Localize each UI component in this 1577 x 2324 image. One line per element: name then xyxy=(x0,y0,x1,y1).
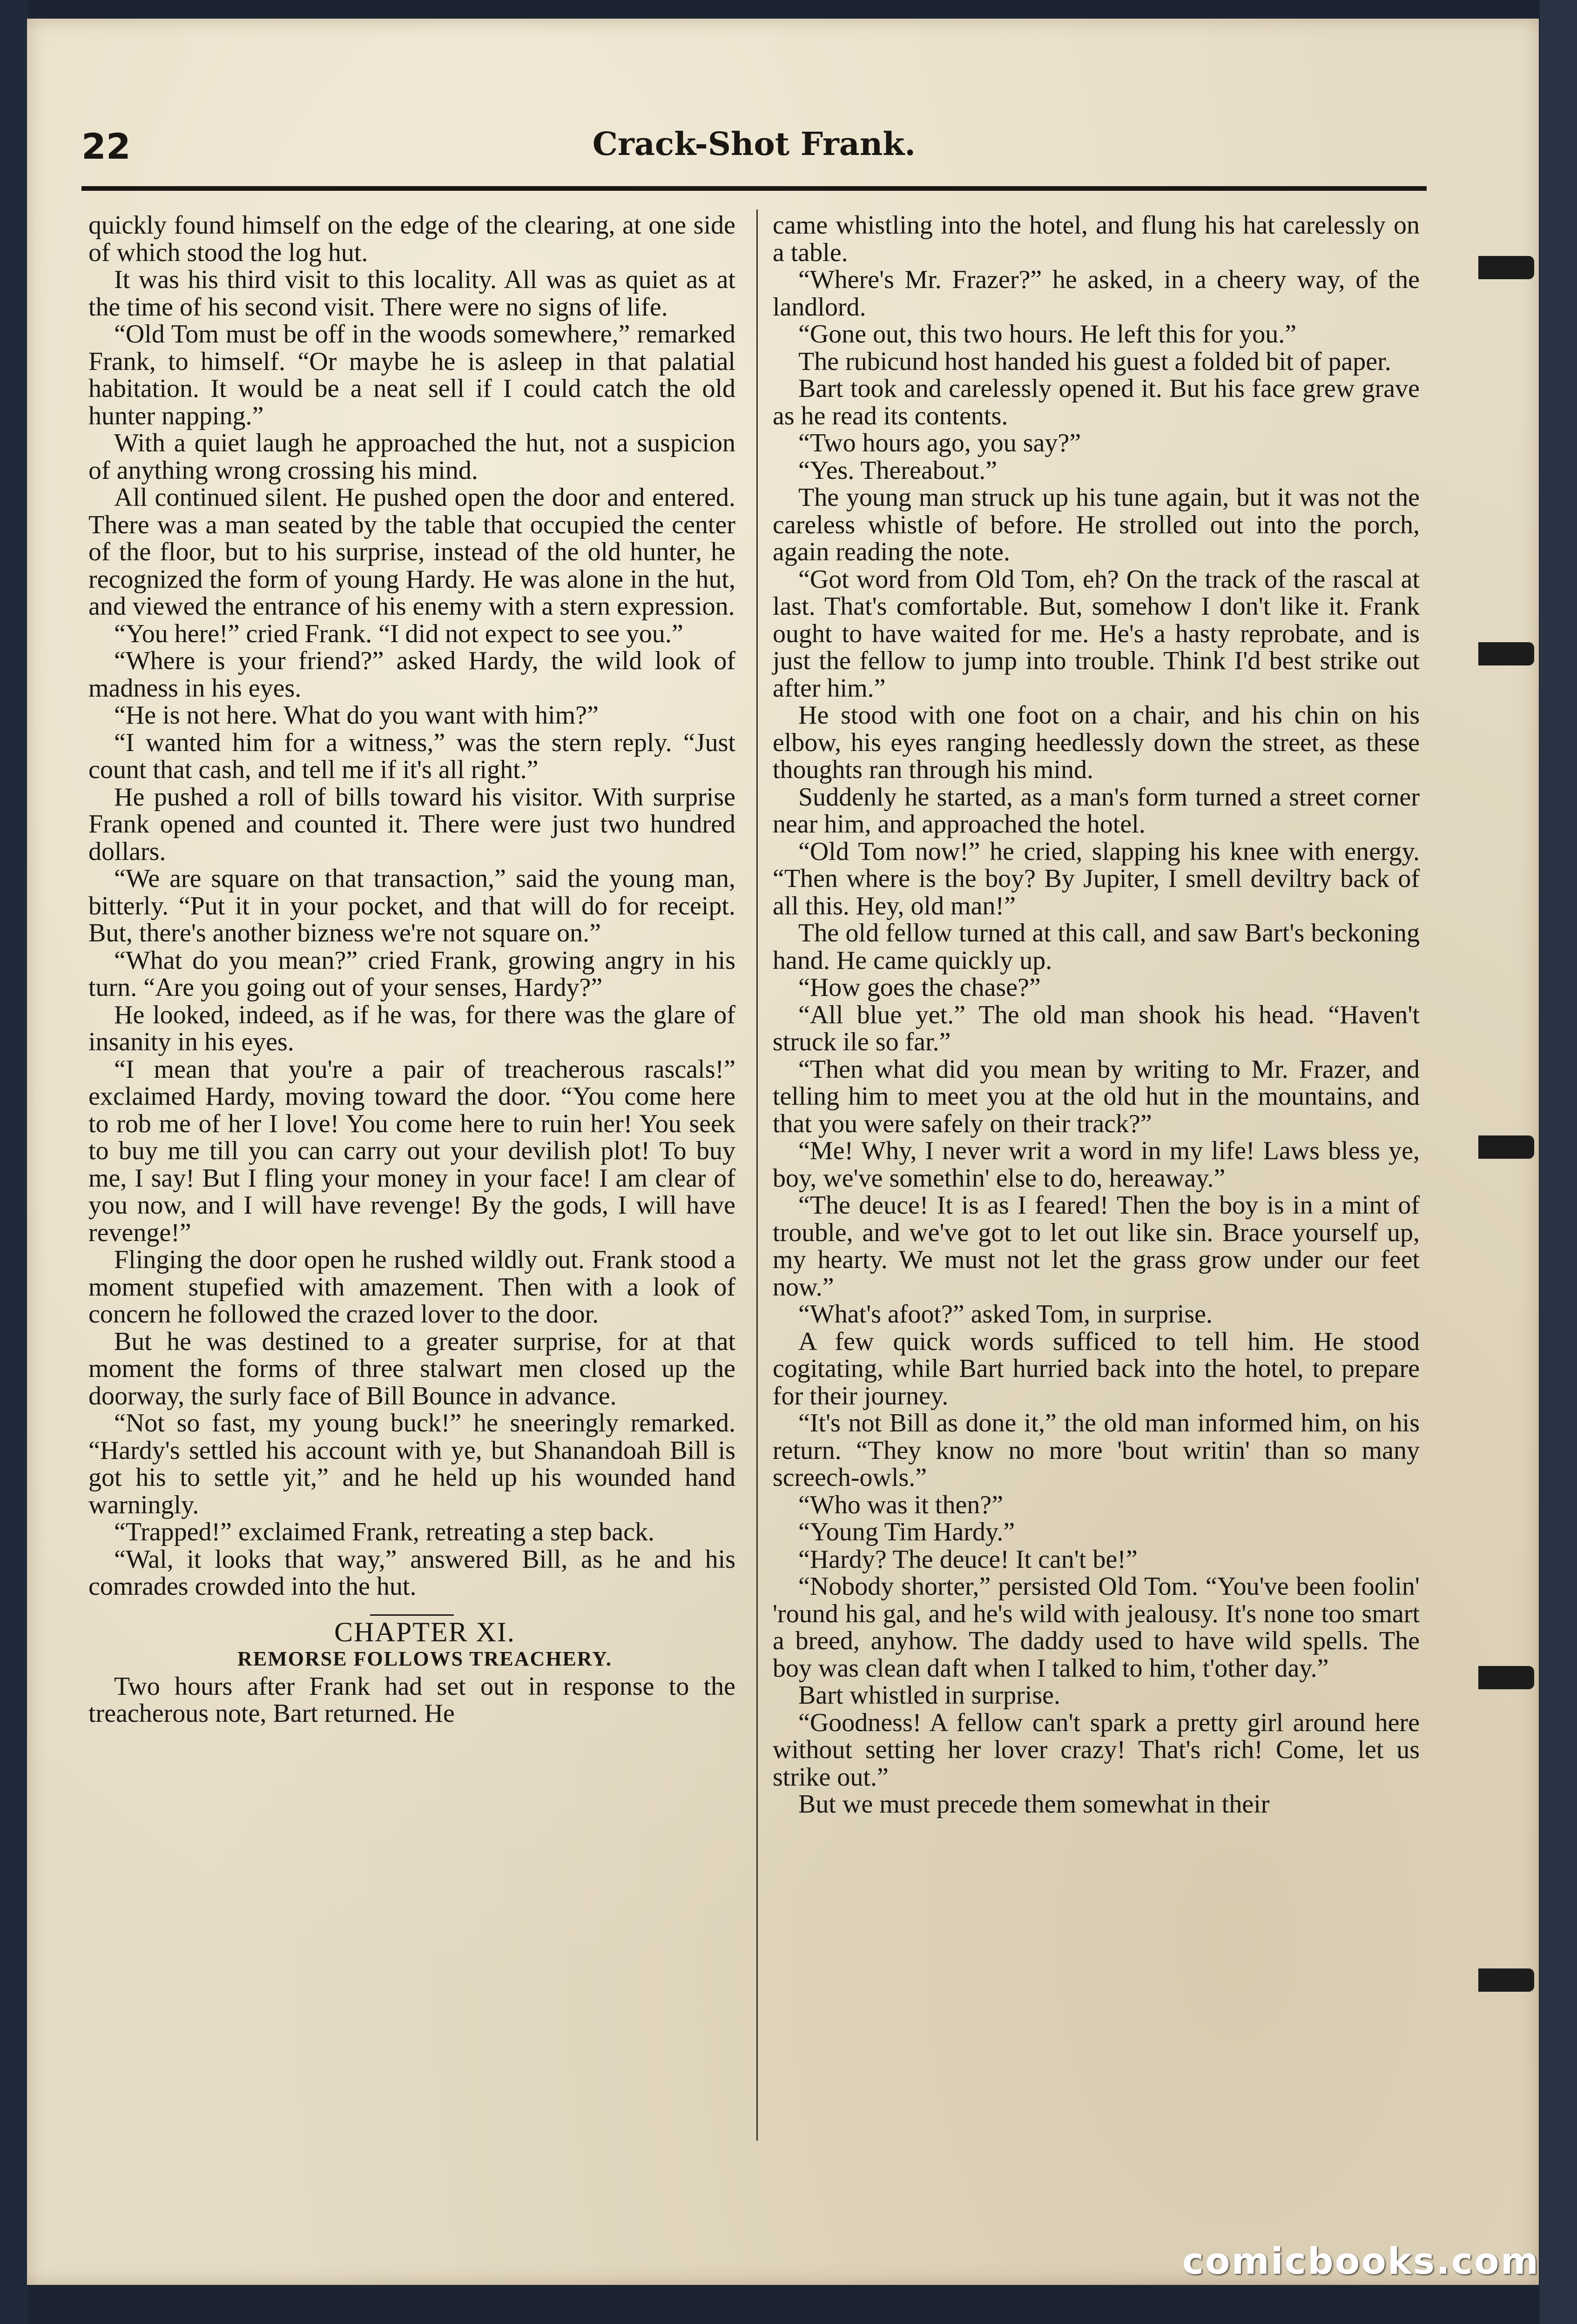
paragraph: “Wal, it looks that way,” answered Bill, as he and his comrades crowded into the hut. xyxy=(88,1545,735,1601)
paragraph: “Old Tom now!” he cried, slapping his knee with energy. “Then where is the boy? By Jupiter, I smell deviltry back of all this. Hey, old man!” xyxy=(773,837,1420,920)
binding-tab xyxy=(1478,1968,1534,1992)
paragraph: “Who was it then?” xyxy=(798,1490,1004,1519)
chapter-rule xyxy=(370,1614,454,1616)
chapter-subtitle: REMORSE FOLLOWS TREACHERY. xyxy=(237,1647,612,1670)
column-divider xyxy=(756,209,758,2141)
book-spine-left xyxy=(0,0,28,2324)
paragraph: The rubicund host handed his guest a folded bit of paper. xyxy=(798,347,1391,376)
page-number: 22 xyxy=(81,126,131,167)
paragraph: The young man struck up his tune again, but it was not the careless whistle of before. He strolled out into the porch, again reading the note. xyxy=(773,483,1420,566)
book-edge-right xyxy=(1540,0,1577,2324)
binding-tab xyxy=(1478,1135,1534,1159)
paragraph: “Then what did you mean by writing to Mr. Frazer, and telling him to meet you at the old hut in the mountains, and that you were safely on their track?” xyxy=(773,1055,1420,1138)
paragraph: “Gone out, this two hours. He left this for you.” xyxy=(798,320,1297,349)
paragraph: “We are square on that transaction,” said the young man, bitterly. “Put it in your pocket, and that will do for receipt. But, there's another bizness we're not square on.” xyxy=(88,864,735,947)
paragraph: “Yes. Thereabout.” xyxy=(798,456,997,485)
paragraph: “What do you mean?” cried Frank, growing angry in his turn. “Are you going out of your senses, Hardy?” xyxy=(88,946,735,1002)
paragraph: quickly found himself on the edge of the clearing, at one side of which stood the log hut. xyxy=(88,211,735,267)
paragraph: “Two hours ago, you say?” xyxy=(798,429,1081,457)
left-column xyxy=(88,212,735,1727)
paragraph: Suddenly he started, as a man's form turned a street corner near him, and approached the hotel. xyxy=(773,782,1420,839)
paragraph: “Where is your friend?” asked Hardy, the wild look of madness in his eyes. xyxy=(88,646,735,703)
paragraph: All continued silent. He pushed open the door and entered. There was a man seated by the table that occupied the center of the floor, but to his surprise, instead of the old hunter, he recognized the form of young Hardy. He was alone in the hut, and viewed the entrance of his enemy with a stern expression. xyxy=(88,483,735,621)
paragraph: “Young Tim Hardy.” xyxy=(798,1518,1015,1546)
paragraph: Flinging the door open he rushed wildly out. Frank stood a moment stupefied with amazement. Then with a look of concern he followed the crazed lover to the door. xyxy=(88,1245,735,1329)
paragraph: “Not so fast, my young buck!” he sneeringly remarked. “Hardy's settled his account with ye, but Shanandoah Bill is got his to settle yit,” and he held up his wounded hand warningly. xyxy=(88,1409,735,1519)
right-column xyxy=(773,212,1420,1818)
paragraph: He looked, indeed, as if he was, for there was the glare of insanity in his eyes. xyxy=(88,1000,735,1056)
paragraph: “Nobody shorter,” persisted Old Tom. “You've been foolin' 'round his gal, and he's wild with jealousy. It's none too smart a breed, anyhow. The daddy used to have wild spells. The boy was clean daft when I talked to him, t'other day.” xyxy=(773,1572,1420,1683)
page-header xyxy=(81,116,1427,181)
chapter-title: CHAPTER XI. xyxy=(334,1616,515,1647)
paragraph: “It's not Bill as done it,” the old man informed him, on his return. “They know no more 'bout writin' than so many screech-owls.” xyxy=(773,1409,1420,1492)
watermark: comicbooks.com xyxy=(1182,2241,1540,2283)
paragraph: “He is not here. What do you want with him?” xyxy=(114,701,599,730)
binding-tab xyxy=(1478,256,1534,279)
paragraph: “How goes the chase?” xyxy=(798,973,1041,1002)
paragraph: But he was destined to a greater surprise, for at that moment the forms of three stalwart men closed up the doorway, the surly face of Bill Bounce in advance. xyxy=(88,1327,735,1411)
paragraph: “What's afoot?” asked Tom, in surprise. xyxy=(798,1300,1213,1329)
paragraph: He pushed a roll of bills toward his visitor. With surprise Frank opened and counted it. There were just two hundred dollars. xyxy=(88,782,735,866)
paragraph: He stood with one foot on a chair, and his chin on his elbow, his eyes ranging heedlessly down the street, as these thoughts ran through his mind. xyxy=(773,701,1420,784)
paragraph: came whistling into the hotel, and flung his hat carelessly on a table. xyxy=(773,211,1420,267)
paragraph: “All blue yet.” The old man shook his head. “Haven't struck ile so far.” xyxy=(773,1000,1420,1056)
paragraph: “I wanted him for a witness,” was the stern reply. “Just count that cash, and tell me if it's all right.” xyxy=(88,728,735,784)
paragraph: Bart took and carelessly opened it. But his face grew grave as he read its contents. xyxy=(773,374,1420,430)
paragraph: “Where's Mr. Frazer?” he asked, in a cheery way, of the landlord. xyxy=(773,265,1420,322)
paragraph: “Me! Why, I never writ a word in my life! Laws bless ye, boy, we've somethin' else to do, hereaway.” xyxy=(773,1136,1420,1193)
header-rule xyxy=(81,186,1427,191)
paragraph: “Old Tom must be off in the woods somewhere,” remarked Frank, to himself. “Or maybe he is asleep in that palatial habitation. It would be a neat sell if I could catch the old hunter napping.” xyxy=(88,320,735,430)
paragraph: With a quiet laugh he approached the hut, not a suspicion of anything wrong crossing his mind. xyxy=(88,429,735,485)
paragraph: But we must precede them somewhat in their xyxy=(798,1790,1270,1819)
paragraph: “Trapped!” exclaimed Frank, retreating a step back. xyxy=(114,1518,655,1546)
paragraph: “You here!” cried Frank. “I did not expect to see you.” xyxy=(114,619,683,648)
paragraph: It was his third visit to this locality. All was as quiet as at the time of his second visit. There were no signs of life. xyxy=(88,265,735,322)
paragraph: “Hardy? The deuce! It can't be!” xyxy=(798,1545,1138,1574)
running-title: Crack-Shot Frank. xyxy=(592,126,916,163)
paragraph: “Goodness! A fellow can't spark a pretty girl around here without setting her lover crazy! That's rich! Come, let us strike out.” xyxy=(773,1708,1420,1792)
paragraph: The old fellow turned at this call, and saw Bart's beckoning hand. He came quickly up. xyxy=(773,919,1420,975)
paragraph: “I mean that you're a pair of treacherous rascals!” exclaimed Hardy, moving toward the door. “You come here to rob me of her I love! You come here to ruin her! You seek to buy me till you can carry out your devilish plot! To buy me, I say! But I fling your money in your face! I am clear of you now, and I will have revenge! By the gods, I will have revenge!” xyxy=(88,1055,735,1247)
binding-tab xyxy=(1478,642,1534,665)
paragraph: “Got word from Old Tom, eh? On the track of the rascal at last. That's comfortable. But, somehow I don't like it. Frank ought to have waited for me. He's a hasty reprobate, and is just the fellow to jump into trouble. Think I'd best strike out after him.” xyxy=(773,564,1420,703)
paragraph: Bart whistled in surprise. xyxy=(798,1681,1061,1710)
binding-tab xyxy=(1478,1666,1534,1689)
paragraph: Two hours after Frank had set out in response to the treacherous note, Bart returned. He xyxy=(88,1672,735,1728)
paragraph: A few quick words sufficed to tell him. He stood cogitating, while Bart hurried back into the hotel, to prepare for their journey. xyxy=(773,1327,1420,1411)
paragraph: “The deuce! It is as I feared! Then the boy is in a mint of trouble, and we've got to let out like sin. Brace yourself up, my hearty. We must not let the grass grow under our feet now.” xyxy=(773,1191,1420,1302)
